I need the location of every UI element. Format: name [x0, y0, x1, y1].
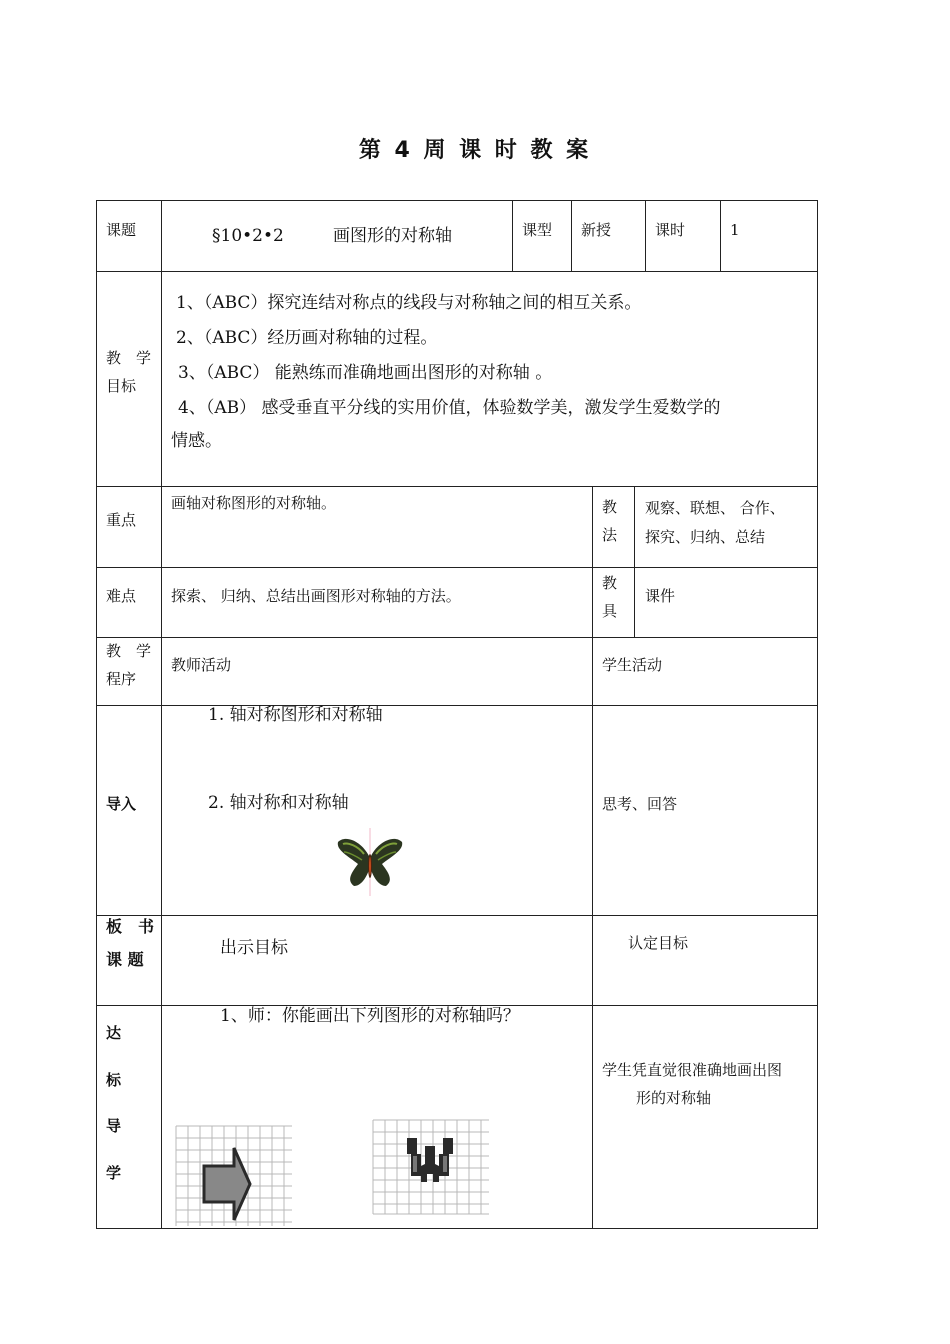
practice-label-4: 学: [106, 1164, 122, 1182]
intro-item-1: 1. 轴对称图形和对称轴: [208, 705, 383, 725]
topic-label: 课题: [106, 221, 137, 239]
difficulty-label: 难点: [106, 587, 137, 605]
method-label-2: 法: [602, 526, 618, 544]
hours-value: 1: [730, 221, 740, 239]
board-label-2: 课 题: [106, 950, 144, 969]
goal-item-1: 1、（ABC）探究连结对称点的线段与对称轴之间的相互关系。: [176, 293, 642, 313]
practice-student-2: 形的对称轴: [636, 1089, 712, 1107]
page-title: 第 4 周 课 时 教 案: [358, 138, 592, 163]
focus-value: 画轴对称图形的对称轴。: [171, 494, 337, 512]
hours-label: 课时: [655, 221, 686, 239]
teacher-activity-header: 教师活动: [171, 656, 232, 674]
practice-label-1: 达: [106, 1024, 122, 1042]
practice-label-3: 导: [106, 1117, 122, 1135]
goals-label-2: 目标: [106, 377, 137, 395]
intro-student: 思考、回答: [602, 795, 678, 813]
board-teacher: 出示目标: [220, 938, 288, 958]
type-value: 新授: [581, 221, 612, 239]
topic-section: §10•2•2: [212, 226, 284, 246]
tools-label-1: 教: [602, 574, 618, 592]
type-label: 课型: [522, 221, 553, 239]
butterfly-image: [334, 826, 406, 898]
board-label-1: 板 书: [106, 917, 155, 936]
tools-label-2: 具: [602, 602, 618, 620]
board-student: 认定目标: [628, 934, 689, 952]
student-activity-header: 学生活动: [602, 656, 663, 674]
goal-item-2: 2、（ABC）经历画对称轴的过程。: [176, 328, 438, 348]
w-shape-on-grid-figure: [371, 1118, 491, 1216]
focus-label: 重点: [106, 511, 137, 529]
goals-label-1: 教 学: [106, 349, 152, 367]
intro-label: 导入: [106, 795, 137, 813]
procedure-label-1: 教 学: [106, 642, 152, 660]
difficulty-value: 探索、 归纳、总结出画图形对称轴的方法。: [171, 587, 461, 605]
goal-item-5: 情感。: [171, 431, 222, 451]
method-value-1: 观察、联想、 合作、: [645, 499, 785, 517]
arrow-on-grid-figure: [174, 1124, 294, 1226]
tools-value: 课件: [645, 587, 676, 605]
practice-question: 1、师：你能画出下列图形的对称轴吗？: [220, 1006, 520, 1026]
method-label-1: 教: [602, 498, 618, 516]
method-value-2: 探究、归纳、总结: [645, 528, 766, 546]
goal-item-4: 4、（AB） 感受垂直平分线的实用价值，体验数学美，激发学生爱数学的: [178, 398, 721, 418]
practice-student-1: 学生凭直觉很准确地画出图: [602, 1061, 783, 1079]
goal-item-3: 3、（ABC） 能熟练而准确地画出图形的对称轴 。: [178, 363, 553, 383]
procedure-label-2: 程序: [106, 670, 137, 688]
practice-label-2: 标: [106, 1071, 122, 1089]
topic-value: 画图形的对称轴: [333, 226, 452, 246]
intro-item-2: 2. 轴对称和对称轴: [208, 793, 349, 813]
